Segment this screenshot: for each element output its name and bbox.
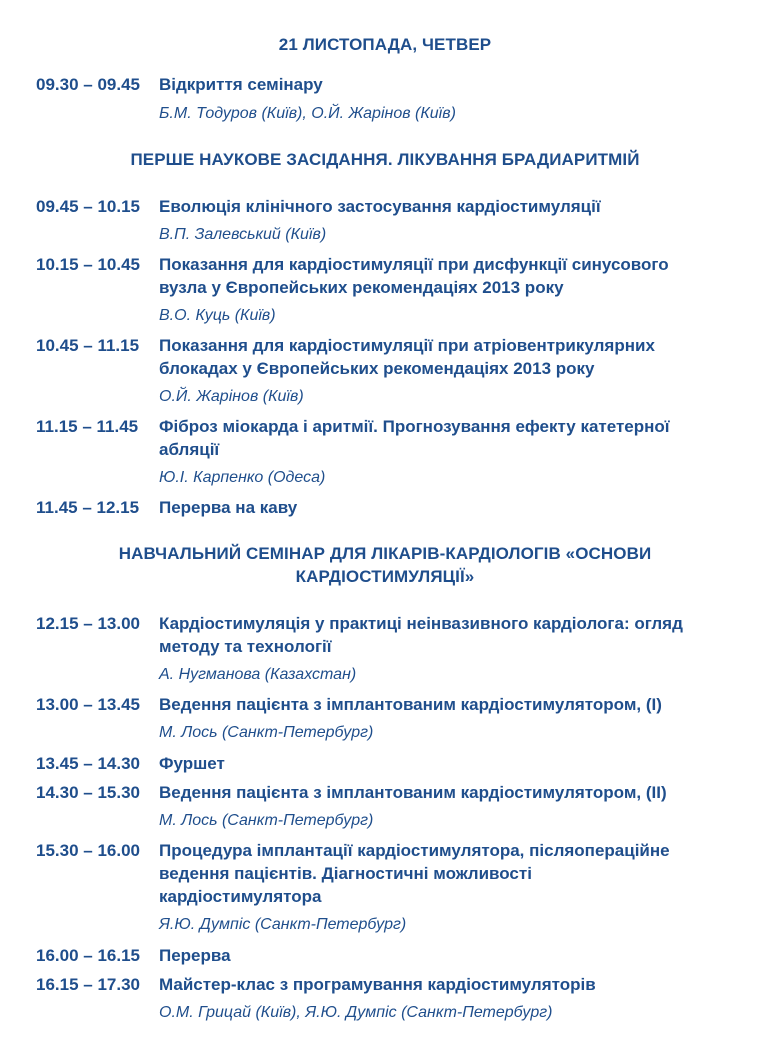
s2-item4-title: Ведення пацієнта з імплантованим кардіостимулятором, (II)	[159, 783, 667, 802]
s2-item5-speaker: Я.Ю. Думпіс (Санкт-Петербург)	[159, 916, 407, 933]
s1-item1-title: Еволюція клінічного застосування кардіостимуляції	[159, 197, 601, 216]
s2-item2-time: 13.00 – 13.45	[36, 695, 140, 714]
s2-item1-title-line1: Кардіостимуляція у практиці неінвазивного кардіолога: огляд	[159, 614, 683, 633]
s2-item6-time: 16.00 – 16.15	[36, 946, 140, 965]
s2-item5-title-line3: кардіостимулятора	[159, 887, 322, 906]
s2-item6-title: Перерва	[159, 946, 231, 965]
s2-item4-speaker: М. Лось (Санкт-Петербург)	[159, 812, 374, 829]
s2-item1-title-line2: методу та технології	[159, 637, 332, 656]
s1-item4-speaker: Ю.І. Карпенко (Одеса)	[159, 469, 326, 486]
day-heading: 21 ЛИСТОПАДА, ЧЕТВЕР	[278, 35, 492, 54]
s2-item5-title-line1: Процедура імплантації кардіостимулятора, післяопераційне	[159, 841, 670, 860]
s1-item2-title-line1: Показання для кардіостимуляції при дисфункції синусового	[159, 255, 669, 274]
s1-item1-speaker: В.П. Залевський (Київ)	[159, 226, 327, 243]
opening-speaker: Б.М. Тодуров (Київ), О.Й. Жарінов (Київ)	[159, 105, 456, 122]
opening-time: 09.30 – 09.45	[36, 75, 140, 94]
s2-item2-speaker: М. Лось (Санкт-Петербург)	[159, 724, 374, 741]
s1-item4-title-line2: абляції	[159, 440, 220, 459]
s1-item2-time: 10.15 – 10.45	[36, 255, 140, 274]
s2-item7-time: 16.15 – 17.30	[36, 975, 140, 994]
s2-item1-time: 12.15 – 13.00	[36, 614, 140, 633]
s1-item3-speaker: О.Й. Жарінов (Київ)	[159, 388, 304, 405]
s1-item3-title-line2: блокадах у Європейських рекомендаціях 2013 року	[159, 359, 595, 378]
s1-item3-time: 10.45 – 11.15	[36, 336, 140, 355]
s2-item5-time: 15.30 – 16.00	[36, 841, 140, 860]
s2-item5-title-line2: ведення пацієнтів. Діагностичні можливості	[159, 864, 532, 883]
s2-item3-title: Фуршет	[159, 754, 225, 773]
s1-item5-time: 11.45 – 12.15	[36, 498, 140, 517]
session2-heading-line1: НАВЧАЛЬНИЙ СЕМІНАР ДЛЯ ЛІКАРІВ-КАРДІОЛОГІВ «ОСНОВИ	[118, 544, 652, 563]
s2-item7-speaker: О.М. Грицай (Київ), Я.Ю. Думпіс (Санкт-Петербург)	[159, 1004, 553, 1021]
s1-item1-time: 09.45 – 10.15	[36, 197, 140, 216]
s1-item2-speaker: В.О. Куць (Київ)	[159, 307, 276, 324]
s2-item7-title: Майстер-клас з програмування кардіостимуляторів	[159, 975, 596, 994]
s1-item4-title-line1: Фіброз міокарда і аритмії. Прогнозування ефекту катетерної	[159, 417, 670, 436]
s1-item5-title: Перерва на каву	[159, 498, 298, 517]
s2-item3-time: 13.45 – 14.30	[36, 754, 140, 773]
s1-item2-title-line2: вузла у Європейських рекомендаціях 2013 року	[159, 278, 564, 297]
s1-item3-title-line1: Показання для кардіостимуляції при атріовентрикулярних	[159, 336, 655, 355]
s2-item4-time: 14.30 – 15.30	[36, 783, 140, 802]
s1-item4-time: 11.15 – 11.45	[36, 417, 139, 436]
opening-title: Відкриття семінару	[159, 75, 323, 94]
s2-item1-speaker: А. Нугманова (Казахстан)	[159, 666, 357, 683]
session2-heading-line2: КАРДІОСТИМУЛЯЦІЇ»	[295, 567, 475, 586]
session1-heading: ПЕРШЕ НАУКОВЕ ЗАСІДАННЯ. ЛІКУВАННЯ БРАДИАРИТМІЙ	[130, 150, 640, 169]
s2-item2-title: Ведення пацієнта з імплантованим кардіостимулятором, (I)	[159, 695, 662, 714]
